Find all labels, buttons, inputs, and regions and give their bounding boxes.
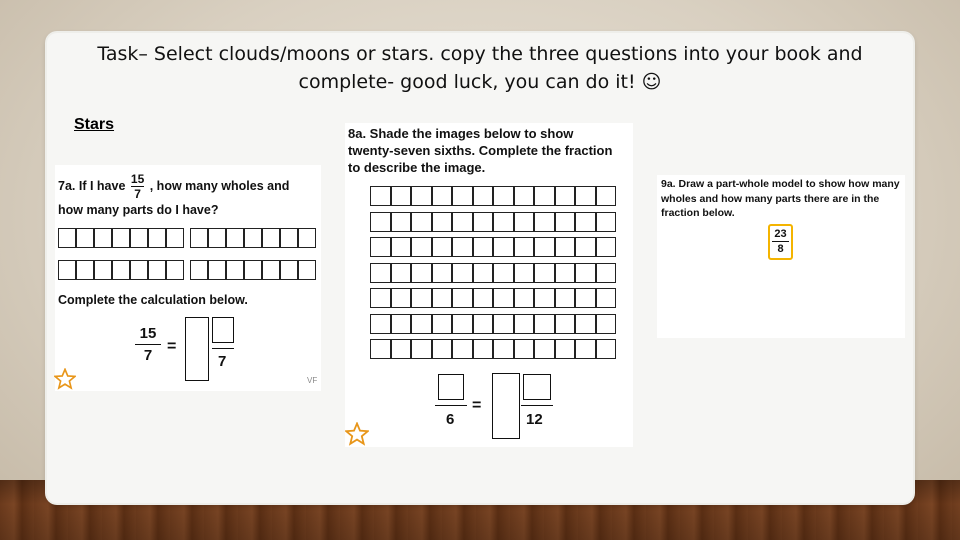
title-text: Task– Select clouds/moons or stars. copy the three questions into your book and complete- good luck, you can do it! — [97, 43, 863, 93]
fraction-card — [768, 224, 793, 260]
star-icon — [54, 368, 76, 390]
calc-fraction — [135, 325, 161, 364]
calc-denominator: 7 — [143, 347, 153, 364]
numerator-answer-box[interactable] — [212, 317, 234, 343]
bar-model-1 — [58, 228, 184, 248]
star-icon — [345, 422, 369, 446]
question-8a-card — [345, 123, 633, 447]
page-title — [60, 40, 900, 96]
question-8a-text: 8a. Shade the images below to show twenty-seven sixths. Complete the fraction to describe the image. — [348, 126, 613, 175]
bar-model-4 — [190, 260, 316, 280]
bar-model-2 — [190, 228, 316, 248]
question-7a-suffix: , how many wholes and — [149, 178, 290, 193]
equals-sign: = — [167, 338, 177, 355]
fraction-card-denominator: 8 — [777, 243, 784, 255]
shading-bars — [370, 186, 616, 359]
question-7a-line1 — [58, 173, 320, 200]
question-7a-card — [55, 165, 321, 391]
fraction-card-value — [770, 228, 791, 255]
section-label-stars: Stars — [74, 116, 115, 133]
question-7a-fraction — [131, 173, 144, 200]
question-7a-prefix: 7a. If I have — [58, 178, 126, 193]
whole-answer-box[interactable] — [492, 373, 520, 439]
left-fraction-bar — [435, 405, 467, 406]
bar-model-3 — [58, 260, 184, 280]
equals-sign: = — [472, 397, 482, 414]
question-7a-numerator: 15 — [130, 172, 145, 186]
answer-denominator: 7 — [218, 353, 227, 370]
right-denominator: 12 — [526, 411, 543, 428]
right-fraction-bar — [521, 405, 553, 406]
calc-label: Complete the calculation below. — [58, 293, 248, 307]
left-denominator: 6 — [446, 411, 455, 428]
calc-numerator: 15 — [139, 325, 157, 342]
smiley-icon: ☺ — [641, 71, 662, 93]
question-9a-card — [657, 175, 905, 338]
left-numerator-box[interactable] — [438, 374, 464, 400]
whole-answer-box[interactable] — [185, 317, 209, 381]
question-9a-text: 9a. Draw a part-whole model to show how many wholes and how many parts there are in the fraction below. — [661, 178, 900, 219]
right-numerator-box[interactable] — [523, 374, 551, 400]
footnote: VF — [307, 376, 318, 385]
question-7a-line2: how many parts do I have? — [58, 203, 219, 217]
question-7a-denominator: 7 — [134, 187, 141, 201]
answer-fraction-bar — [212, 348, 234, 349]
fraction-card-numerator: 23 — [774, 228, 787, 240]
